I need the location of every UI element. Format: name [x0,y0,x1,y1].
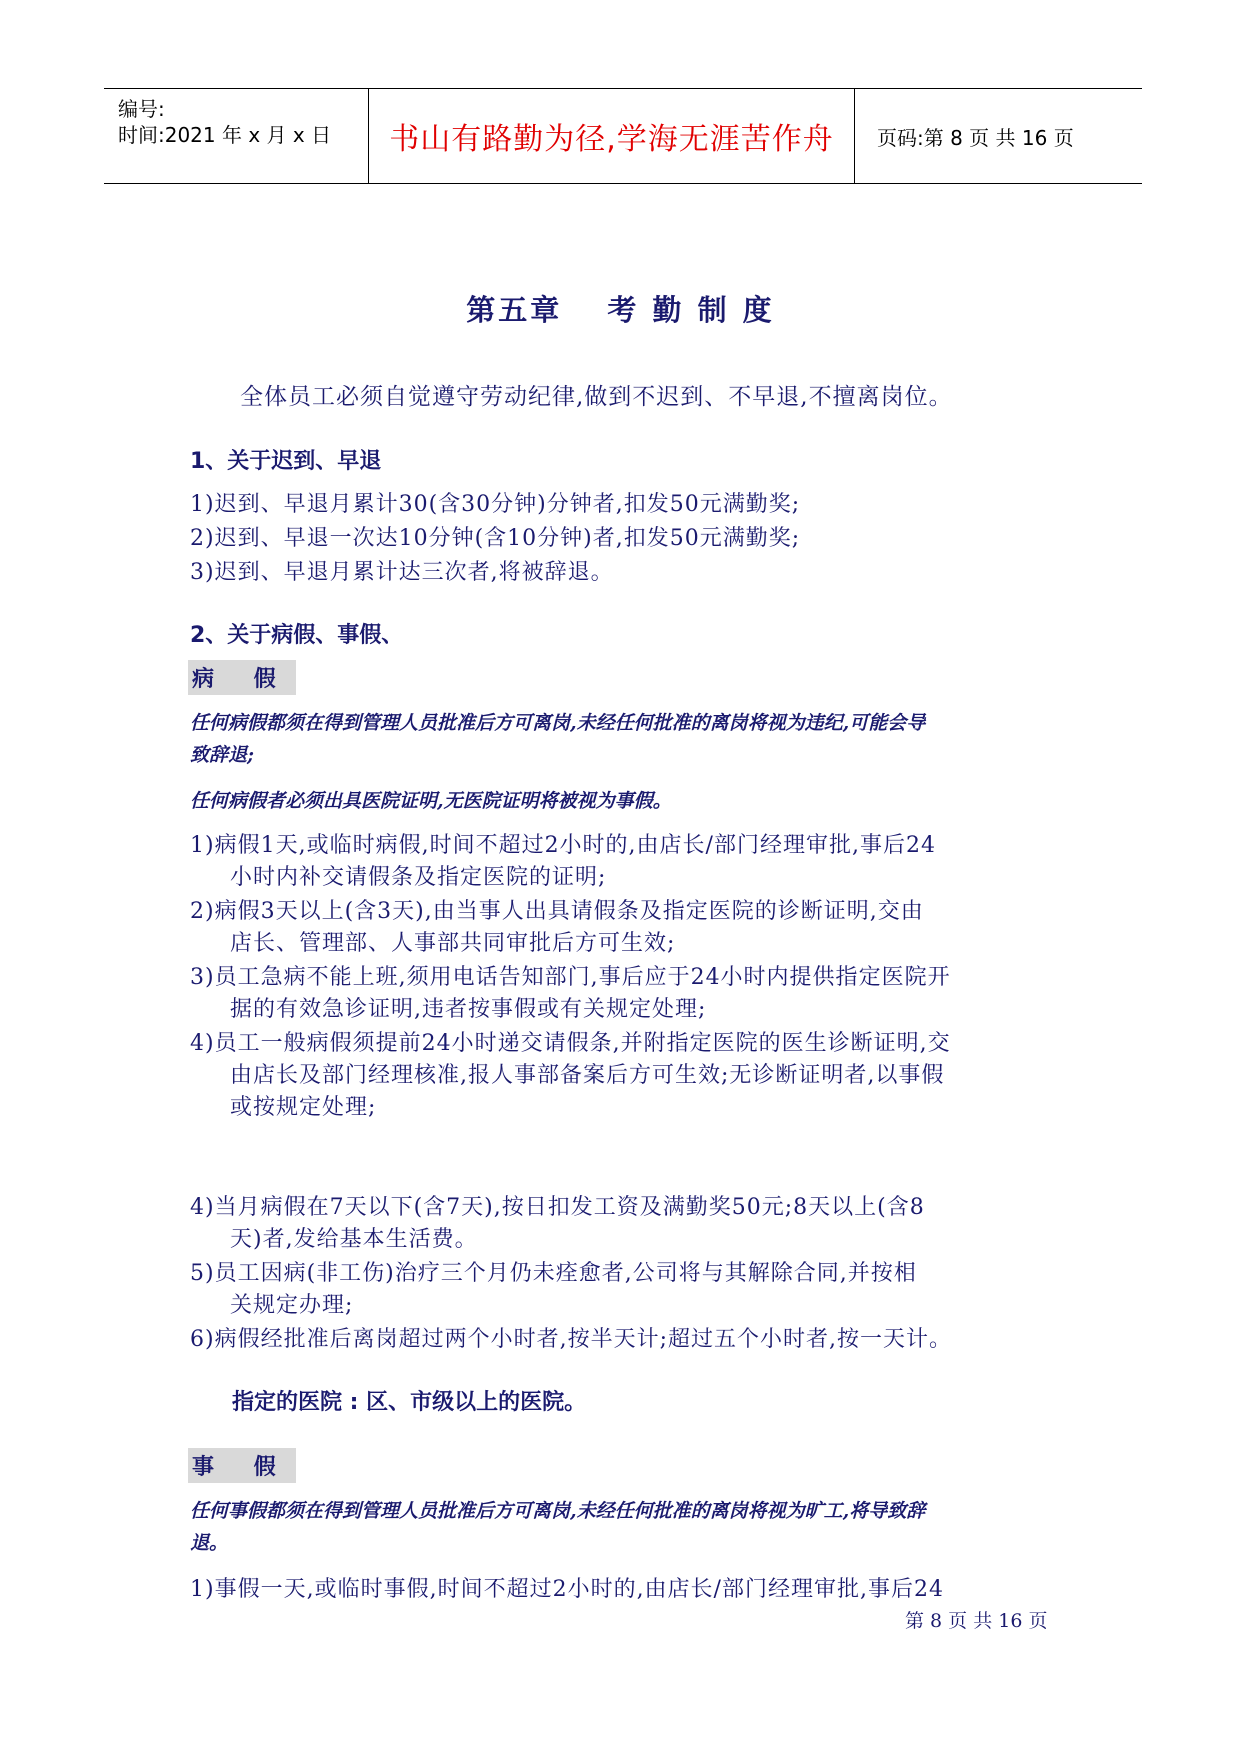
personal-rule1-line1: 任何事假都须在得到管理人员批准后方可离岗,未经任何批准的离岗将视为旷工,将导致辞 [190,1500,926,1522]
header-page-cell [855,89,1142,183]
list-item: 1)事假一天,或临时事假,时间不超过2小时的,由店长/部门经理审批,事后24 [190,1577,944,1602]
page-footer: 第 8 页 共 16 页 [905,1610,1048,1632]
list-item-cont: 店长、管理部、人事部共同审批后方可生效; [230,931,676,956]
list-item: 4)当月病假在7天以下(含7天),按日扣发工资及满勤奖50元;8天以上(含8 [190,1195,925,1220]
hospital-note: 指定的医院 : 区、市级以上的医院。 [232,1390,587,1415]
personal-leave-label: 事 假 [188,1448,296,1483]
chapter-title: 第五章 考 勤 制 度 [466,293,775,327]
list-item: 4)员工一般病假须提前24小时递交请假条,并附指定医院的医生诊断证明,交 [190,1031,951,1056]
list-item: 3)员工急病不能上班,须用电话告知部门,事后应于24小时内提供指定医院开 [190,965,951,990]
list-item-cont: 关规定办理; [230,1293,354,1318]
list-item: 6)病假经批准后离岗超过两个小时者,按半天计;超过五个小时者,按一天计。 [190,1327,952,1352]
time-label: 时间:2021 年 x 月 x 日 [118,123,332,147]
list-item-cont: 由店长及部门经理核准,报人事部备案后方可生效;无诊断证明者,以事假 [230,1063,945,1088]
list-item-cont: 天)者,发给基本生活费。 [230,1227,478,1252]
document-header [104,88,1142,184]
list-item: 2)迟到、早退一次达10分钟(含10分钟)者,扣发50元满勤奖; [190,526,801,551]
sick-leave-label: 病 假 [188,660,296,695]
number-label: 编号: [118,97,165,121]
sick-rule2: 任何病假者必须出具医院证明,无医院证明将被视为事假。 [190,790,672,812]
motto: 书山有路勤为径,学海无涯苦作舟 [389,122,834,157]
list-item-cont: 据的有效急诊证明,违者按事假或有关规定处理; [230,997,707,1022]
list-item-cont: 或按规定处理; [230,1095,377,1120]
list-item: 2)病假3天以上(含3天),由当事人出具请假条及指定医院的诊断证明,交由 [190,899,924,924]
section2-heading: 2、关于病假、事假、 [190,623,404,648]
sick-rule1-line2: 致辞退; [190,744,255,766]
header-motto-cell [369,89,855,183]
header-meta-cell [104,89,369,183]
sick-rule1-line1: 任何病假都须在得到管理人员批准后方可离岗,未经任何批准的离岗将视为违纪,可能会导 [190,712,926,734]
intro-paragraph: 全体员工必须自觉遵守劳动纪律,做到不迟到、不早退,不擅离岗位。 [240,384,953,410]
list-item-cont: 小时内补交请假条及指定医院的证明; [230,865,607,890]
list-item: 3)迟到、早退月累计达三次者,将被辞退。 [190,560,614,585]
list-item: 5)员工因病(非工伤)治疗三个月仍未痊愈者,公司将与其解除合同,并按相 [190,1261,917,1286]
list-item: 1)病假1天,或临时病假,时间不超过2小时的,由店长/部门经理审批,事后24 [190,833,936,858]
list-item: 1)迟到、早退月累计30(含30分钟)分钟者,扣发50元满勤奖; [190,492,801,517]
section1-heading: 1、关于迟到、早退 [190,449,382,474]
personal-rule1-line2: 退。 [190,1532,229,1554]
page-code: 页码:第 8 页 共 16 页 [877,125,1074,150]
